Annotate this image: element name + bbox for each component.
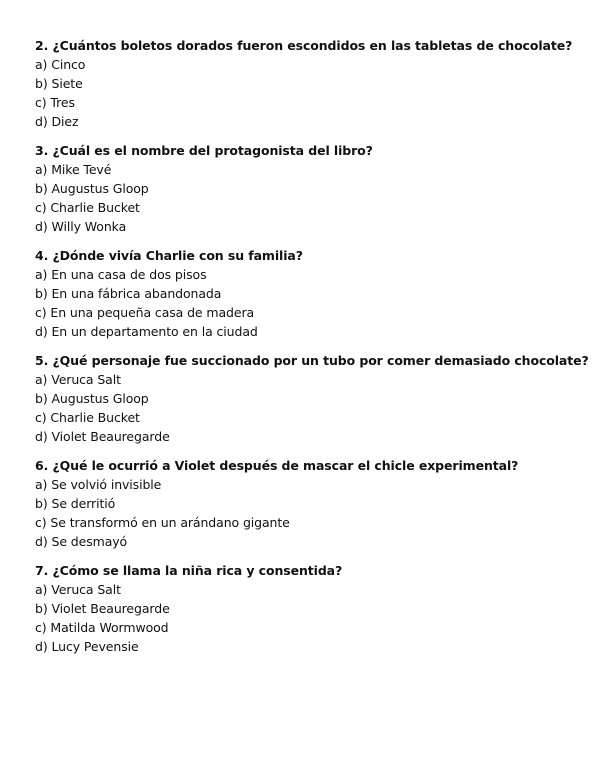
option-a: a) Mike Tevé bbox=[35, 162, 112, 177]
question-text: 3. ¿Cuál es el nombre del protagonista del libro? bbox=[35, 143, 373, 158]
option-b: b) Augustus Gloop bbox=[35, 391, 149, 406]
option-c: c) Tres bbox=[35, 95, 75, 110]
option-b: b) Se derritió bbox=[35, 496, 116, 511]
question-6 bbox=[35, 456, 575, 551]
option-c: c) Charlie Bucket bbox=[35, 200, 140, 215]
question-3 bbox=[35, 141, 575, 236]
option-b: b) En una fábrica abandonada bbox=[35, 286, 222, 301]
question-text: 2. ¿Cuántos boletos dorados fueron escondidos en las tabletas de chocolate? bbox=[35, 38, 573, 53]
option-a: a) Cinco bbox=[35, 57, 86, 72]
question-text: 5. ¿Qué personaje fue succionado por un tubo por comer demasiado chocolate? bbox=[35, 353, 589, 368]
question-text: 4. ¿Dónde vivía Charlie con su familia? bbox=[35, 248, 303, 263]
option-d: d) En un departamento en la ciudad bbox=[35, 324, 258, 339]
option-c: c) Charlie Bucket bbox=[35, 410, 140, 425]
option-b: b) Siete bbox=[35, 76, 83, 91]
option-d: d) Diez bbox=[35, 114, 79, 129]
option-c: c) En una pequeña casa de madera bbox=[35, 305, 255, 320]
option-d: d) Lucy Pevensie bbox=[35, 639, 139, 654]
option-a: a) Veruca Salt bbox=[35, 582, 121, 597]
option-d: d) Violet Beauregarde bbox=[35, 429, 170, 444]
option-d: d) Willy Wonka bbox=[35, 219, 127, 234]
option-b: b) Augustus Gloop bbox=[35, 181, 149, 196]
option-a: a) En una casa de dos pisos bbox=[35, 267, 207, 282]
question-4 bbox=[35, 246, 575, 341]
quiz-page bbox=[35, 36, 589, 666]
option-d: d) Se desmayó bbox=[35, 534, 128, 549]
option-c: c) Matilda Wormwood bbox=[35, 620, 169, 635]
option-a: a) Se volvió invisible bbox=[35, 477, 162, 492]
question-5 bbox=[35, 351, 589, 446]
question-7 bbox=[35, 561, 575, 656]
option-a: a) Veruca Salt bbox=[35, 372, 121, 387]
question-text: 6. ¿Qué le ocurrió a Violet después de mascar el chicle experimental? bbox=[35, 458, 519, 473]
option-c: c) Se transformó en un arándano gigante bbox=[35, 515, 290, 530]
option-b: b) Violet Beauregarde bbox=[35, 601, 170, 616]
question-text: 7. ¿Cómo se llama la niña rica y consentida? bbox=[35, 563, 343, 578]
question-2 bbox=[35, 36, 575, 131]
